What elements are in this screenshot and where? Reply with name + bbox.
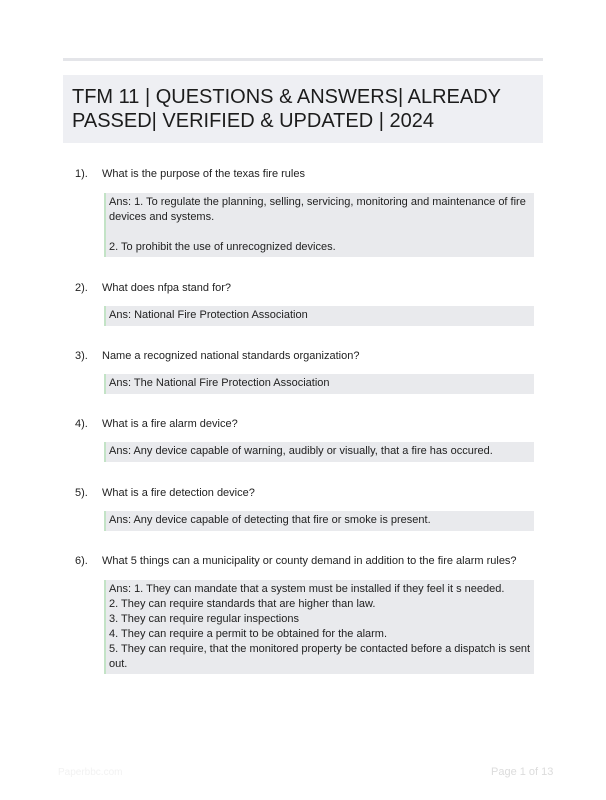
question-text: What 5 things can a municipality or county demand in addition to the fire alarm rules? [102, 555, 517, 567]
answer-line: Ans: 1. To regulate the planning, selling, servicing, monitoring and maintenance of fire [109, 196, 526, 208]
answer-line: devices and systems. [109, 211, 215, 223]
answer-line: 3. They can require regular inspections [109, 613, 299, 625]
answer-line: 4. They can require a permit to be obtained for the alarm. [109, 628, 388, 640]
answer-line: Ans: National Fire Protection Association [109, 309, 308, 321]
answer-box [104, 442, 534, 462]
answer-box [104, 193, 534, 257]
question-number: 6). [75, 555, 88, 567]
answer-box [104, 306, 534, 326]
answer-line: 2. To prohibit the use of unrecognized devices. [109, 241, 336, 253]
document-title [63, 75, 543, 143]
answer-line: Ans: The National Fire Protection Association [109, 377, 330, 389]
page-indicator: Page 1 of 13 [491, 766, 554, 778]
title-line: PASSED| VERIFIED & UPDATED | 2024 [72, 110, 434, 132]
question-text: What is the purpose of the texas fire rules [102, 168, 305, 180]
top-divider [63, 58, 543, 61]
answer-line: Ans: 1. They can mandate that a system must be installed if they feel it s needed. [109, 583, 505, 595]
question-text: What is a fire alarm device? [102, 418, 238, 430]
answer-line: Ans: Any device capable of warning, audibly or visually, that a fire has occured. [109, 445, 493, 457]
question-number: 5). [75, 487, 88, 499]
footer-watermark: Paperbbc.com [58, 767, 123, 778]
answer-box [104, 374, 534, 394]
answer-box [104, 580, 534, 674]
question-number: 4). [75, 418, 88, 430]
answer-line: Ans: Any device capable of detecting that fire or smoke is present. [109, 514, 431, 526]
question-number: 1). [75, 168, 88, 180]
answer-box [104, 511, 534, 531]
question-number: 2). [75, 282, 88, 294]
question-number: 3). [75, 350, 88, 362]
title-line: TFM 11 | QUESTIONS & ANSWERS| ALREADY [72, 86, 502, 108]
question-text: What is a fire detection device? [102, 487, 255, 499]
question-text: What does nfpa stand for? [102, 282, 232, 294]
answer-line: 2. They can require standards that are higher than law. [109, 598, 376, 610]
question-text: Name a recognized national standards organization? [102, 350, 360, 362]
answer-line: out. [109, 658, 128, 670]
answer-line: 5. They can require, that the monitored property be contacted before a dispatch is sent [109, 643, 531, 655]
